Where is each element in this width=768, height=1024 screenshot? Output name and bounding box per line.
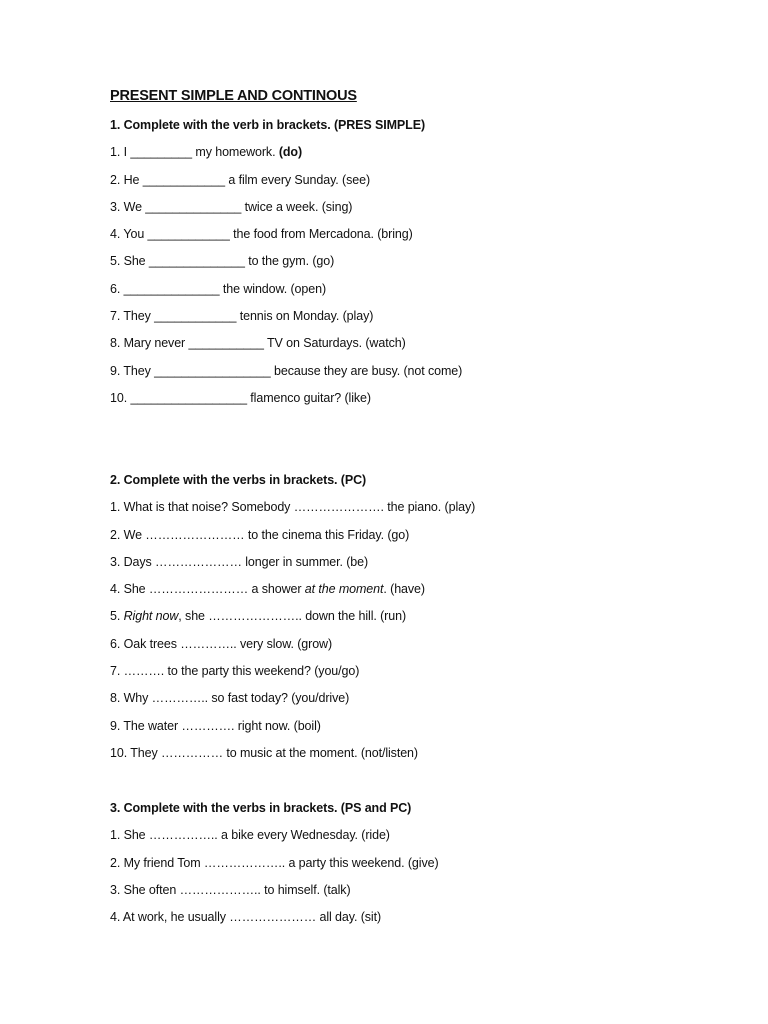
exercise-item: 3. She often ……………….. to himself. (talk) — [110, 882, 351, 897]
section-heading: 3. Complete with the verbs in brackets. (PS and PC) — [110, 801, 412, 815]
exercise-item: 4. She …………………… a shower at the moment. (have) — [110, 582, 425, 597]
section-mixed — [110, 799, 710, 935]
exercise-item: 8. Mary never ___________ TV on Saturdays. (watch) — [110, 336, 406, 351]
exercise-item: 3. We ______________ twice a week. (sing) — [110, 199, 353, 214]
worksheet-page — [110, 86, 710, 925]
exercise-item: 9. They _________________ because they are busy. (not come) — [110, 363, 463, 378]
exercise-item: 1. I _________ my homework. (do) — [110, 145, 303, 160]
exercise-item: 2. He ____________ a film every Sunday. (see) — [110, 172, 371, 187]
exercise-item: 1. She …………….. a bike every Wednesday. (ride) — [110, 828, 390, 843]
section-heading: 1. Complete with the verb in brackets. (PRES SIMPLE) — [110, 118, 426, 132]
exercise-item: 8. Why ………….. so fast today? (you/drive) — [110, 691, 350, 706]
exercise-item: 10. _________________ flamenco guitar? (like) — [110, 390, 371, 405]
exercise-item: 3. Days ………………… longer in summer. (be) — [110, 554, 369, 569]
section-present-continuous — [110, 471, 710, 771]
section-heading: 2. Complete with the verbs in brackets. (PC) — [110, 473, 367, 487]
section-present-simple — [110, 116, 710, 416]
exercise-item: 4. You ____________ the food from Mercadona. (bring) — [110, 227, 413, 242]
exercise-item: 4. At work, he usually ………………… all day. (sit) — [110, 910, 382, 925]
exercise-item: 6. Oak trees ………….. very slow. (grow) — [110, 636, 333, 651]
exercise-item: 7. ………. to the party this weekend? (you/go) — [110, 664, 360, 679]
exercise-item: 2. We …………………… to the cinema this Friday. (go) — [110, 527, 410, 542]
exercise-item: 1. What is that noise? Somebody …………………. the piano. (play) — [110, 500, 476, 515]
exercise-item: 5. She ______________ to the gym. (go) — [110, 254, 335, 269]
exercise-item: 7. They ____________ tennis on Monday. (play) — [110, 309, 374, 324]
exercise-item: 10. They …………… to music at the moment. (not/listen) — [110, 745, 418, 760]
exercise-item: 9. The water …………. right now. (boil) — [110, 718, 321, 733]
exercise-item: 6. ______________ the window. (open) — [110, 281, 327, 296]
page-title: PRESENT SIMPLE AND CONTINOUS — [110, 88, 357, 104]
exercise-item: 5. Right now, she ………………….. down the hill. (run) — [110, 609, 407, 624]
exercise-item: 2. My friend Tom ……………….. a party this weekend. (give) — [110, 855, 439, 870]
